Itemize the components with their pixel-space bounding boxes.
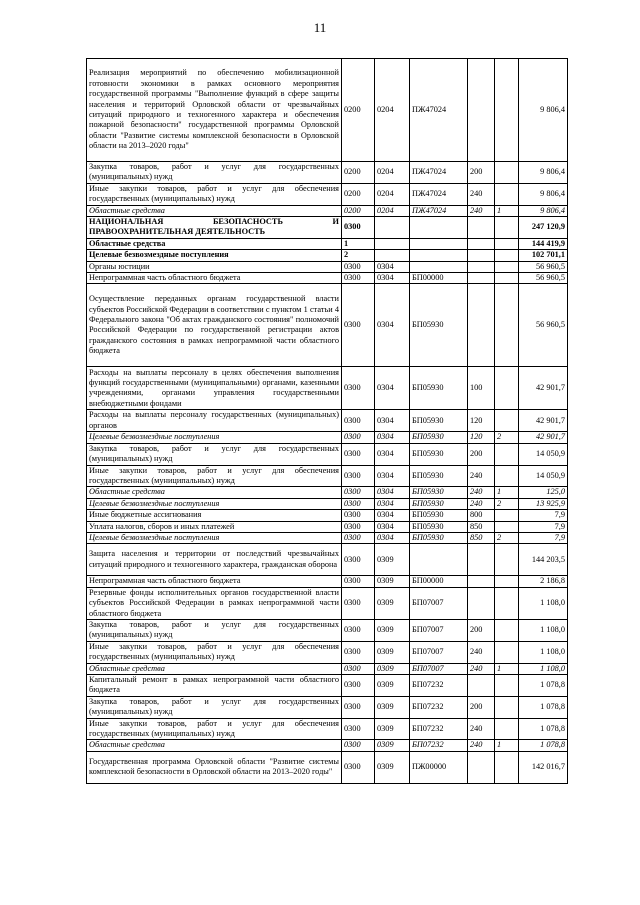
row-subsection-cell: 0309 [375, 544, 410, 576]
row-amount-cell: 2 186,8 [519, 576, 568, 587]
row-expense-type-cell: 240 [468, 487, 495, 498]
row-section-cell: 0200 [342, 162, 375, 184]
row-expense-type-cell: 200 [468, 696, 495, 718]
row-article-cell: БП07007 [410, 663, 468, 674]
row-section-cell: 0300 [342, 521, 375, 532]
row-expense-type-cell: 240 [468, 740, 495, 751]
row-article-cell [410, 261, 468, 272]
row-expense-type-cell [468, 273, 495, 284]
row-source-cell [495, 587, 519, 619]
table-row [87, 443, 568, 465]
row-subsection-cell: 0309 [375, 740, 410, 751]
row-subsection-cell: 0309 [375, 751, 410, 783]
row-section-cell: 0300 [342, 510, 375, 521]
budget-table [86, 58, 568, 784]
row-amount-cell: 1 108,0 [519, 619, 568, 641]
row-source-cell [495, 465, 519, 487]
table-row [87, 718, 568, 740]
table-row [87, 410, 568, 432]
row-subsection-cell: 0304 [375, 273, 410, 284]
row-subsection-cell: 0304 [375, 532, 410, 543]
row-subsection-cell [375, 217, 410, 239]
row-section-cell: 0300 [342, 217, 375, 239]
row-section-cell: 0300 [342, 284, 375, 367]
row-amount-cell: 102 701,1 [519, 250, 568, 261]
row-name-cell: Иные закупки товаров, работ и услуг для обеспечения государственных (муниципальных) нужд [87, 641, 342, 663]
row-amount-cell: 13 925,9 [519, 498, 568, 509]
row-source-cell [495, 675, 519, 697]
row-name-cell: Целевые безвозмездные поступления [87, 498, 342, 509]
row-article-cell: БП05930 [410, 532, 468, 543]
row-amount-cell: 1 108,0 [519, 587, 568, 619]
row-subsection-cell: 0204 [375, 162, 410, 184]
row-amount-cell: 1 078,8 [519, 740, 568, 751]
row-name-cell: Уплата налогов, сборов и иных платежей [87, 521, 342, 532]
table-row [87, 751, 568, 783]
row-expense-type-cell [468, 675, 495, 697]
row-subsection-cell: 0304 [375, 367, 410, 410]
row-article-cell [410, 544, 468, 576]
row-source-cell: 2 [495, 432, 519, 443]
row-expense-type-cell: 240 [468, 641, 495, 663]
row-section-cell: 0300 [342, 465, 375, 487]
row-amount-cell: 9 806,4 [519, 162, 568, 184]
table-row [87, 675, 568, 697]
row-expense-type-cell: 240 [468, 205, 495, 216]
row-name-cell: Реализация мероприятий по обеспечению мобилизационной готовности экономики в рамках основного мероприятия государственной программы "Выполнение функций в сфере защиты населения и территорий Орловской области от чрезвычайных ситуаций природного и техногенного характера и обеспечения пожарной безопасности" государственной программы Орловской области "Развитие системы комплексной безопасности в Орловской области на 2013–2020 годы" [87, 59, 342, 162]
row-subsection-cell: 0304 [375, 410, 410, 432]
row-expense-type-cell: 240 [468, 183, 495, 205]
row-section-cell: 0300 [342, 619, 375, 641]
table-row [87, 696, 568, 718]
row-expense-type-cell [468, 59, 495, 162]
row-subsection-cell: 0204 [375, 205, 410, 216]
row-subsection-cell: 0304 [375, 487, 410, 498]
row-section-cell: 0200 [342, 59, 375, 162]
row-source-cell: 2 [495, 532, 519, 543]
row-expense-type-cell [468, 238, 495, 249]
row-name-cell: НАЦИОНАЛЬНАЯ БЕЗОПАСНОСТЬ И ПРАВООХРАНИТЕЛЬНАЯ ДЕЯТЕЛЬНОСТЬ [87, 217, 342, 239]
row-section-cell: 0300 [342, 261, 375, 272]
row-name-cell: Иные закупки товаров, работ и услуг для обеспечения государственных (муниципальных) нужд [87, 718, 342, 740]
row-expense-type-cell: 200 [468, 443, 495, 465]
row-article-cell: БП07007 [410, 619, 468, 641]
row-amount-cell: 1 078,8 [519, 696, 568, 718]
row-source-cell [495, 273, 519, 284]
row-article-cell: ПЖ47024 [410, 183, 468, 205]
table-row [87, 521, 568, 532]
row-section-cell: 0300 [342, 498, 375, 509]
row-source-cell [495, 367, 519, 410]
row-source-cell [495, 751, 519, 783]
row-expense-type-cell [468, 751, 495, 783]
row-amount-cell: 56 960,5 [519, 284, 568, 367]
row-subsection-cell: 0309 [375, 641, 410, 663]
row-subsection-cell: 0204 [375, 183, 410, 205]
row-amount-cell: 14 050,9 [519, 465, 568, 487]
row-article-cell: БП05930 [410, 284, 468, 367]
row-source-cell [495, 261, 519, 272]
row-expense-type-cell: 200 [468, 619, 495, 641]
row-amount-cell: 1 078,8 [519, 718, 568, 740]
row-expense-type-cell [468, 217, 495, 239]
row-article-cell: БП07007 [410, 641, 468, 663]
table-row [87, 432, 568, 443]
row-article-cell: БП05930 [410, 432, 468, 443]
row-article-cell: БП07232 [410, 718, 468, 740]
row-section-cell: 0300 [342, 273, 375, 284]
row-article-cell: БП05930 [410, 487, 468, 498]
row-name-cell: Закупка товаров, работ и услуг для государственных (муниципальных) нужд [87, 619, 342, 641]
row-subsection-cell: 0309 [375, 663, 410, 674]
table-row [87, 367, 568, 410]
row-subsection-cell: 0304 [375, 510, 410, 521]
row-name-cell: Расходы на выплаты персоналу государственных (муниципальных) органов [87, 410, 342, 432]
row-source-cell [495, 162, 519, 184]
row-expense-type-cell: 240 [468, 663, 495, 674]
row-amount-cell: 14 050,9 [519, 443, 568, 465]
row-section-cell: 0300 [342, 663, 375, 674]
row-amount-cell: 42 901,7 [519, 367, 568, 410]
table-row [87, 465, 568, 487]
row-amount-cell: 42 901,7 [519, 410, 568, 432]
row-name-cell: Областные средства [87, 663, 342, 674]
row-section-cell: 0300 [342, 367, 375, 410]
budget-table-body [87, 59, 568, 784]
row-source-cell [495, 696, 519, 718]
row-name-cell: Расходы на выплаты персоналу в целях обеспечения выполнения функций государственными (муниципальными) органами, казенными учреждениями, органами управления государственными внебюджетными фондами [87, 367, 342, 410]
row-section-cell: 0300 [342, 740, 375, 751]
row-expense-type-cell: 240 [468, 465, 495, 487]
table-row [87, 740, 568, 751]
row-name-cell: Закупка товаров, работ и услуг для государственных (муниципальных) нужд [87, 162, 342, 184]
row-amount-cell: 1 078,8 [519, 675, 568, 697]
row-article-cell: БП00000 [410, 576, 468, 587]
row-amount-cell: 56 960,5 [519, 261, 568, 272]
row-name-cell: Областные средства [87, 238, 342, 249]
row-source-cell [495, 619, 519, 641]
row-section-cell: 1 [342, 238, 375, 249]
row-section-cell: 0300 [342, 576, 375, 587]
row-name-cell: Капитальный ремонт в рамках непрограммной части областного бюджета [87, 675, 342, 697]
row-section-cell: 0300 [342, 432, 375, 443]
row-source-cell [495, 238, 519, 249]
table-row [87, 663, 568, 674]
row-source-cell: 1 [495, 205, 519, 216]
row-source-cell: 2 [495, 498, 519, 509]
row-source-cell: 1 [495, 663, 519, 674]
table-row [87, 238, 568, 249]
row-name-cell: Иные бюджетные ассигнования [87, 510, 342, 521]
row-name-cell: Защита населения и территории от последствий чрезвычайных ситуаций природного и техногенного характера, гражданская оборона [87, 544, 342, 576]
row-article-cell [410, 238, 468, 249]
row-amount-cell: 7,9 [519, 532, 568, 543]
row-article-cell: БП07232 [410, 740, 468, 751]
row-source-cell [495, 718, 519, 740]
row-subsection-cell: 0309 [375, 587, 410, 619]
row-source-cell: 1 [495, 487, 519, 498]
table-row [87, 510, 568, 521]
row-source-cell [495, 510, 519, 521]
table-row [87, 217, 568, 239]
row-subsection-cell: 0304 [375, 284, 410, 367]
row-expense-type-cell [468, 576, 495, 587]
row-subsection-cell: 0304 [375, 521, 410, 532]
row-section-cell: 2 [342, 250, 375, 261]
table-row [87, 162, 568, 184]
row-source-cell [495, 410, 519, 432]
table-row [87, 284, 568, 367]
row-article-cell [410, 250, 468, 261]
row-section-cell: 0300 [342, 410, 375, 432]
page-number: 11 [313, 20, 327, 35]
row-expense-type-cell: 850 [468, 532, 495, 543]
row-amount-cell: 56 960,5 [519, 273, 568, 284]
row-name-cell: Закупка товаров, работ и услуг для государственных (муниципальных) нужд [87, 443, 342, 465]
row-expense-type-cell [468, 544, 495, 576]
row-section-cell: 0300 [342, 487, 375, 498]
table-row [87, 544, 568, 576]
table-row [87, 261, 568, 272]
row-source-cell [495, 544, 519, 576]
row-expense-type-cell: 850 [468, 521, 495, 532]
table-row [87, 487, 568, 498]
row-section-cell: 0300 [342, 718, 375, 740]
row-name-cell: Осуществление переданных органам государственной власти субъектов Российской Федерации в соответствии с пунктом 1 статьи 4 Федерального закона "Об актах гражданского состояния" полномочий Российской Федерации по государственной регистрации актов гражданского состояния в рамках непрограммной части областного бюджета [87, 284, 342, 367]
row-subsection-cell: 0309 [375, 675, 410, 697]
row-section-cell: 0300 [342, 641, 375, 663]
row-article-cell: БП05930 [410, 498, 468, 509]
table-row [87, 532, 568, 543]
table-row [87, 576, 568, 587]
row-subsection-cell: 0304 [375, 261, 410, 272]
row-amount-cell: 1 108,0 [519, 641, 568, 663]
row-amount-cell: 142 016,7 [519, 751, 568, 783]
row-amount-cell: 1 108,0 [519, 663, 568, 674]
row-article-cell: БП00000 [410, 273, 468, 284]
row-expense-type-cell [468, 250, 495, 261]
row-name-cell: Непрограммная часть областного бюджета [87, 576, 342, 587]
row-article-cell: БП05930 [410, 510, 468, 521]
row-subsection-cell: 0309 [375, 576, 410, 587]
row-expense-type-cell [468, 284, 495, 367]
row-article-cell: ПЖ47024 [410, 205, 468, 216]
row-article-cell: БП05930 [410, 521, 468, 532]
row-section-cell: 0300 [342, 532, 375, 543]
row-expense-type-cell: 240 [468, 498, 495, 509]
row-article-cell [410, 217, 468, 239]
row-name-cell: Целевые безвозмездные поступления [87, 532, 342, 543]
row-amount-cell: 247 120,9 [519, 217, 568, 239]
row-section-cell: 0300 [342, 587, 375, 619]
row-name-cell: Иные закупки товаров, работ и услуг для обеспечения государственных (муниципальных) нужд [87, 183, 342, 205]
row-article-cell: ПЖ00000 [410, 751, 468, 783]
row-name-cell: Иные закупки товаров, работ и услуг для обеспечения государственных (муниципальных) нужд [87, 465, 342, 487]
row-amount-cell: 125,0 [519, 487, 568, 498]
row-article-cell: БП07007 [410, 587, 468, 619]
row-expense-type-cell: 800 [468, 510, 495, 521]
row-article-cell: БП05930 [410, 443, 468, 465]
row-source-cell [495, 183, 519, 205]
row-name-cell: Областные средства [87, 487, 342, 498]
row-amount-cell: 9 806,4 [519, 59, 568, 162]
row-source-cell [495, 284, 519, 367]
row-expense-type-cell [468, 261, 495, 272]
row-amount-cell: 7,9 [519, 510, 568, 521]
row-name-cell: Закупка товаров, работ и услуг для государственных (муниципальных) нужд [87, 696, 342, 718]
row-expense-type-cell: 200 [468, 162, 495, 184]
row-section-cell: 0200 [342, 183, 375, 205]
table-row [87, 59, 568, 162]
row-section-cell: 0300 [342, 675, 375, 697]
row-name-cell: Резервные фонды исполнительных органов государственной власти субъектов Российской Федерации в рамках непрограммной части областного бюджета [87, 587, 342, 619]
row-article-cell: БП07232 [410, 696, 468, 718]
row-name-cell: Областные средства [87, 740, 342, 751]
row-subsection-cell: 0309 [375, 718, 410, 740]
table-row [87, 205, 568, 216]
row-subsection-cell: 0304 [375, 432, 410, 443]
row-article-cell: БП07232 [410, 675, 468, 697]
row-source-cell [495, 250, 519, 261]
row-source-cell [495, 641, 519, 663]
row-subsection-cell [375, 250, 410, 261]
row-subsection-cell: 0304 [375, 465, 410, 487]
row-source-cell [495, 443, 519, 465]
row-amount-cell: 144 419,9 [519, 238, 568, 249]
row-article-cell: ПЖ47024 [410, 59, 468, 162]
row-name-cell: Непрограммная часть областного бюджета [87, 273, 342, 284]
row-source-cell [495, 59, 519, 162]
row-section-cell: 0300 [342, 544, 375, 576]
row-amount-cell: 7,9 [519, 521, 568, 532]
row-name-cell: Органы юстиции [87, 261, 342, 272]
row-article-cell: ПЖ47024 [410, 162, 468, 184]
row-section-cell: 0300 [342, 443, 375, 465]
table-row [87, 641, 568, 663]
row-expense-type-cell: 120 [468, 410, 495, 432]
row-article-cell: БП05930 [410, 367, 468, 410]
row-section-cell: 0300 [342, 696, 375, 718]
table-row [87, 498, 568, 509]
row-expense-type-cell: 240 [468, 718, 495, 740]
row-subsection-cell [375, 238, 410, 249]
row-subsection-cell: 0204 [375, 59, 410, 162]
row-amount-cell: 9 806,4 [519, 183, 568, 205]
row-subsection-cell: 0304 [375, 443, 410, 465]
table-row [87, 619, 568, 641]
row-article-cell: БП05930 [410, 410, 468, 432]
row-subsection-cell: 0304 [375, 498, 410, 509]
row-amount-cell: 9 806,4 [519, 205, 568, 216]
row-section-cell: 0300 [342, 751, 375, 783]
row-source-cell [495, 521, 519, 532]
row-article-cell: БП05930 [410, 465, 468, 487]
row-source-cell: 1 [495, 740, 519, 751]
row-expense-type-cell [468, 587, 495, 619]
row-name-cell: Целевые безвозмездные поступления [87, 432, 342, 443]
table-row [87, 183, 568, 205]
row-amount-cell: 42 901,7 [519, 432, 568, 443]
table-row [87, 587, 568, 619]
row-source-cell [495, 576, 519, 587]
row-subsection-cell: 0309 [375, 619, 410, 641]
row-subsection-cell: 0309 [375, 696, 410, 718]
row-name-cell: Целевые безвозмездные поступления [87, 250, 342, 261]
row-amount-cell: 144 203,5 [519, 544, 568, 576]
row-name-cell: Государственная программа Орловской области "Развитие системы комплексной безопасности в Орловской области на 2013–2020 годы" [87, 751, 342, 783]
table-row [87, 273, 568, 284]
row-expense-type-cell: 120 [468, 432, 495, 443]
row-expense-type-cell: 100 [468, 367, 495, 410]
row-source-cell [495, 217, 519, 239]
table-row [87, 250, 568, 261]
row-section-cell: 0200 [342, 205, 375, 216]
row-name-cell: Областные средства [87, 205, 342, 216]
